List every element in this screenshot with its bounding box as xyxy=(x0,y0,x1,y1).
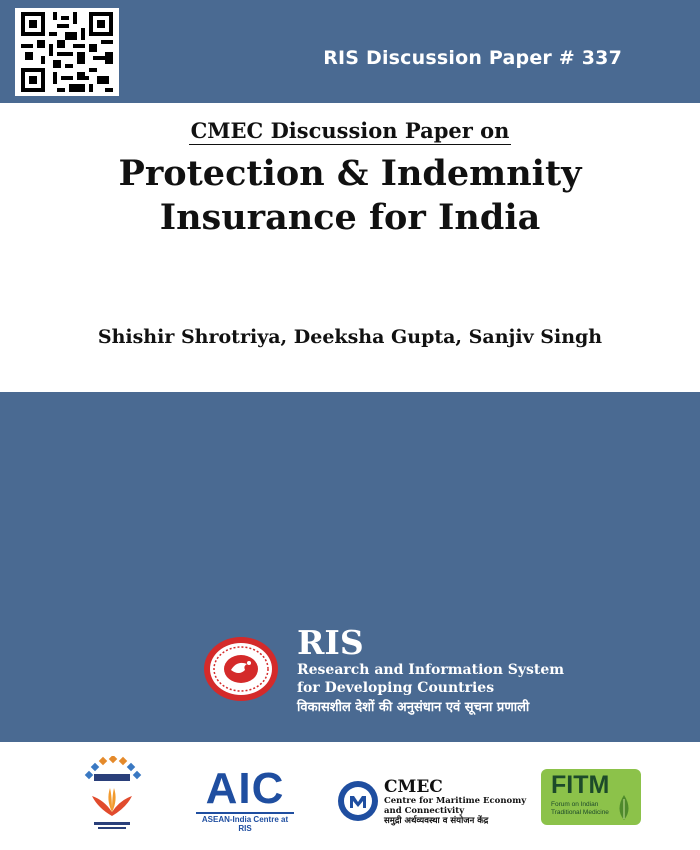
aic-logo xyxy=(190,764,300,833)
cmec-name: CMEC xyxy=(384,777,443,797)
dakshin-logo-icon xyxy=(80,756,144,834)
ris-hindi: विकासशील देशों की अनुसंधान एवं सूचना प्रणाली xyxy=(297,700,530,715)
ris-seal-icon xyxy=(203,636,279,702)
cmec-logo xyxy=(337,778,527,826)
aic-subtitle: ASEAN-India Centre at RIS xyxy=(196,812,294,833)
title-line-1: Protection & Indemnity xyxy=(118,153,582,194)
ris-wordmark xyxy=(297,623,565,717)
fitm-logo xyxy=(541,769,641,825)
series-label: RIS Discussion Paper # 337 xyxy=(323,47,622,69)
page-title xyxy=(0,152,700,240)
cmec-hindi: समुद्री अर्थव्यवस्था व संयोजन केंद्र xyxy=(384,816,489,826)
partner-logos xyxy=(0,742,700,850)
kicker-text: CMEC Discussion Paper on xyxy=(190,118,510,143)
authors: Shishir Shrotriya, Deeksha Gupta, Sanjiv Singh xyxy=(97,326,603,348)
cmec-text xyxy=(384,778,526,827)
ris-full-line-1: Research and Information System xyxy=(297,662,565,678)
cmec-full-line-2: and Connectivity xyxy=(384,806,465,816)
cmec-full-line-1: Centre for Maritime Economy xyxy=(384,796,527,806)
fitm-subtitle: Forum on Indian Traditional Medicine xyxy=(551,801,609,816)
ris-full-line-2: for Developing Countries xyxy=(297,680,495,696)
fitm-mark: FITM xyxy=(551,771,610,799)
ris-name: RIS xyxy=(297,623,364,662)
title-line-2: Insurance for India xyxy=(159,197,541,238)
header-band xyxy=(0,0,700,103)
qr-code-icon[interactable] xyxy=(15,8,119,96)
aic-mark: AIC xyxy=(205,764,285,813)
kicker xyxy=(0,118,700,143)
cmec-emblem-icon xyxy=(337,780,379,822)
leaf-icon xyxy=(613,793,635,821)
